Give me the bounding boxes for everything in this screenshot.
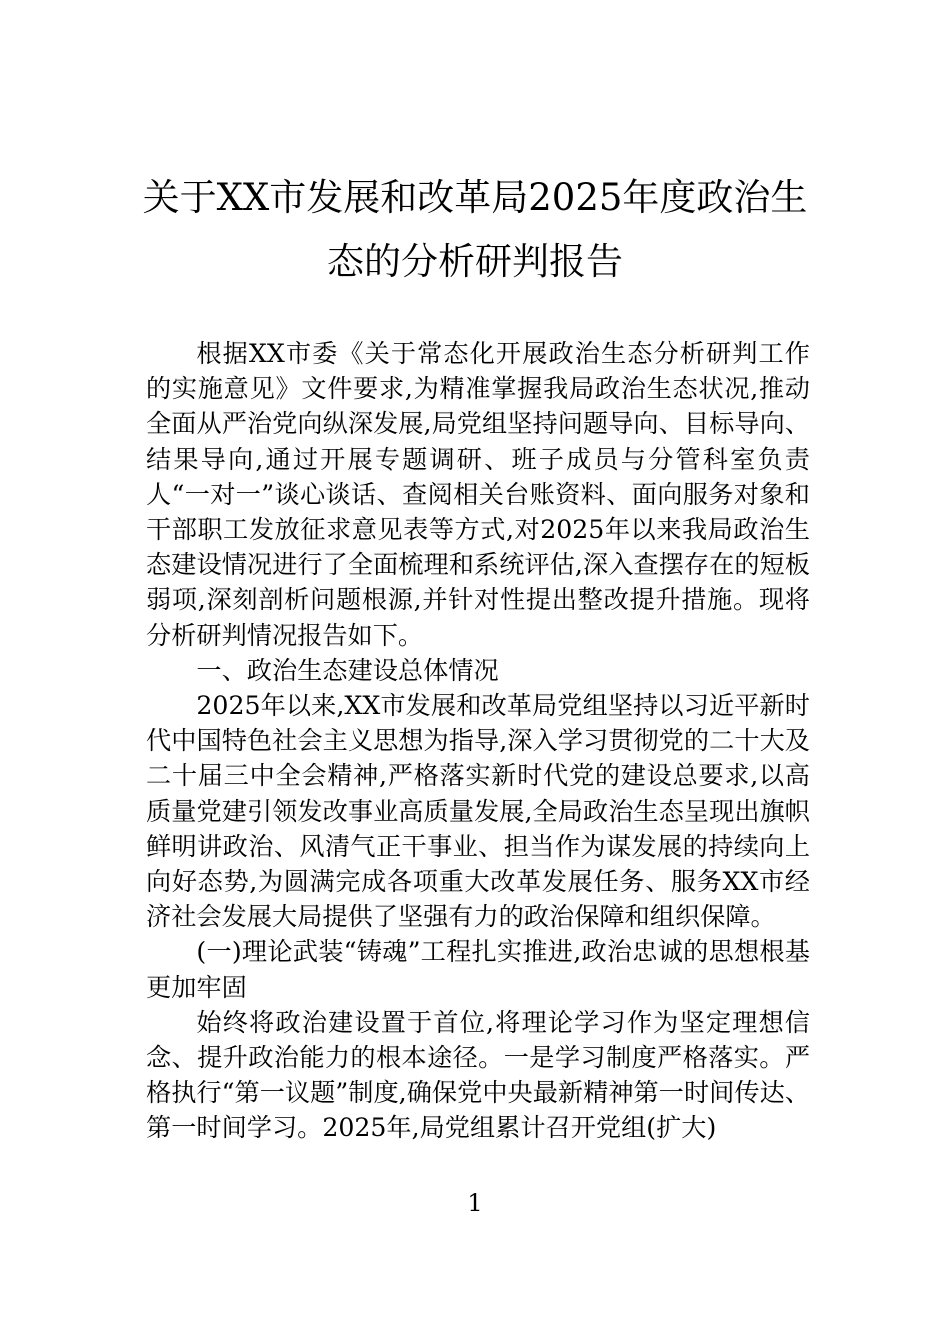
paragraph-theory: 始终将政治建设置于首位,将理论学习作为坚定理想信念、提升政治能力的根本途径。一是学习制度严格落实。严格执行“第一议题”制度,确保党中央最新精神第一时间传达、第一时间学习。2025年,局党组累计召开党组(扩大) [146, 1007, 810, 1143]
subsection-heading-1: (一)理论武装“铸魂”工程扎实推进,政治忠诚的思想根基更加牢固 [146, 937, 810, 1002]
page-number: 1 [467, 1189, 483, 1217]
title-line-2: 态的分析研判报告 [327, 240, 623, 283]
paragraph-intro: 根据XX市委《关于常态化开展政治生态分析研判工作的实施意见》文件要求,为精准掌握我局政治生态状况,推动全面从严治党向纵深发展,局党组坚持问题导向、目标导向、结果导向,通过开展专题调研、班子成员与分管科室负责人“一对一”谈心谈话、查阅相关台账资料、面向服务对象和干部职工发放征求意见表等方式,对2025年以来我局政治生态建设情况进行了全面梳理和系统评估,深入查摆存在的短板弱项,深刻剖析问题根源,并针对性提出整改提升措施。现将分析研判情况报告如下。 [146, 339, 810, 650]
title-line-1: 关于XX市发展和改革局2025年度政治生 [142, 176, 808, 219]
paragraph-overview: 2025年以来,XX市发展和改革局党组坚持以习近平新时代中国特色社会主义思想为指导,深入学习贯彻党的二十大及二十届三中全会精神,严格落实新时代党的建设总要求,以高质量党建引领发改事业高质量发展,全局政治生态呈现出旗帜鲜明讲政治、风清气正干事业、担当作为谋发展的持续向上向好态势,为圆满完成各项重大改革发展任务、服务XX市经济社会发展大局提供了坚强有力的政治保障和组织保障。 [146, 691, 810, 932]
document-body [146, 336, 810, 1146]
section-heading-1: 一、政治生态建设总体情况 [196, 655, 499, 685]
document-title [140, 166, 810, 294]
